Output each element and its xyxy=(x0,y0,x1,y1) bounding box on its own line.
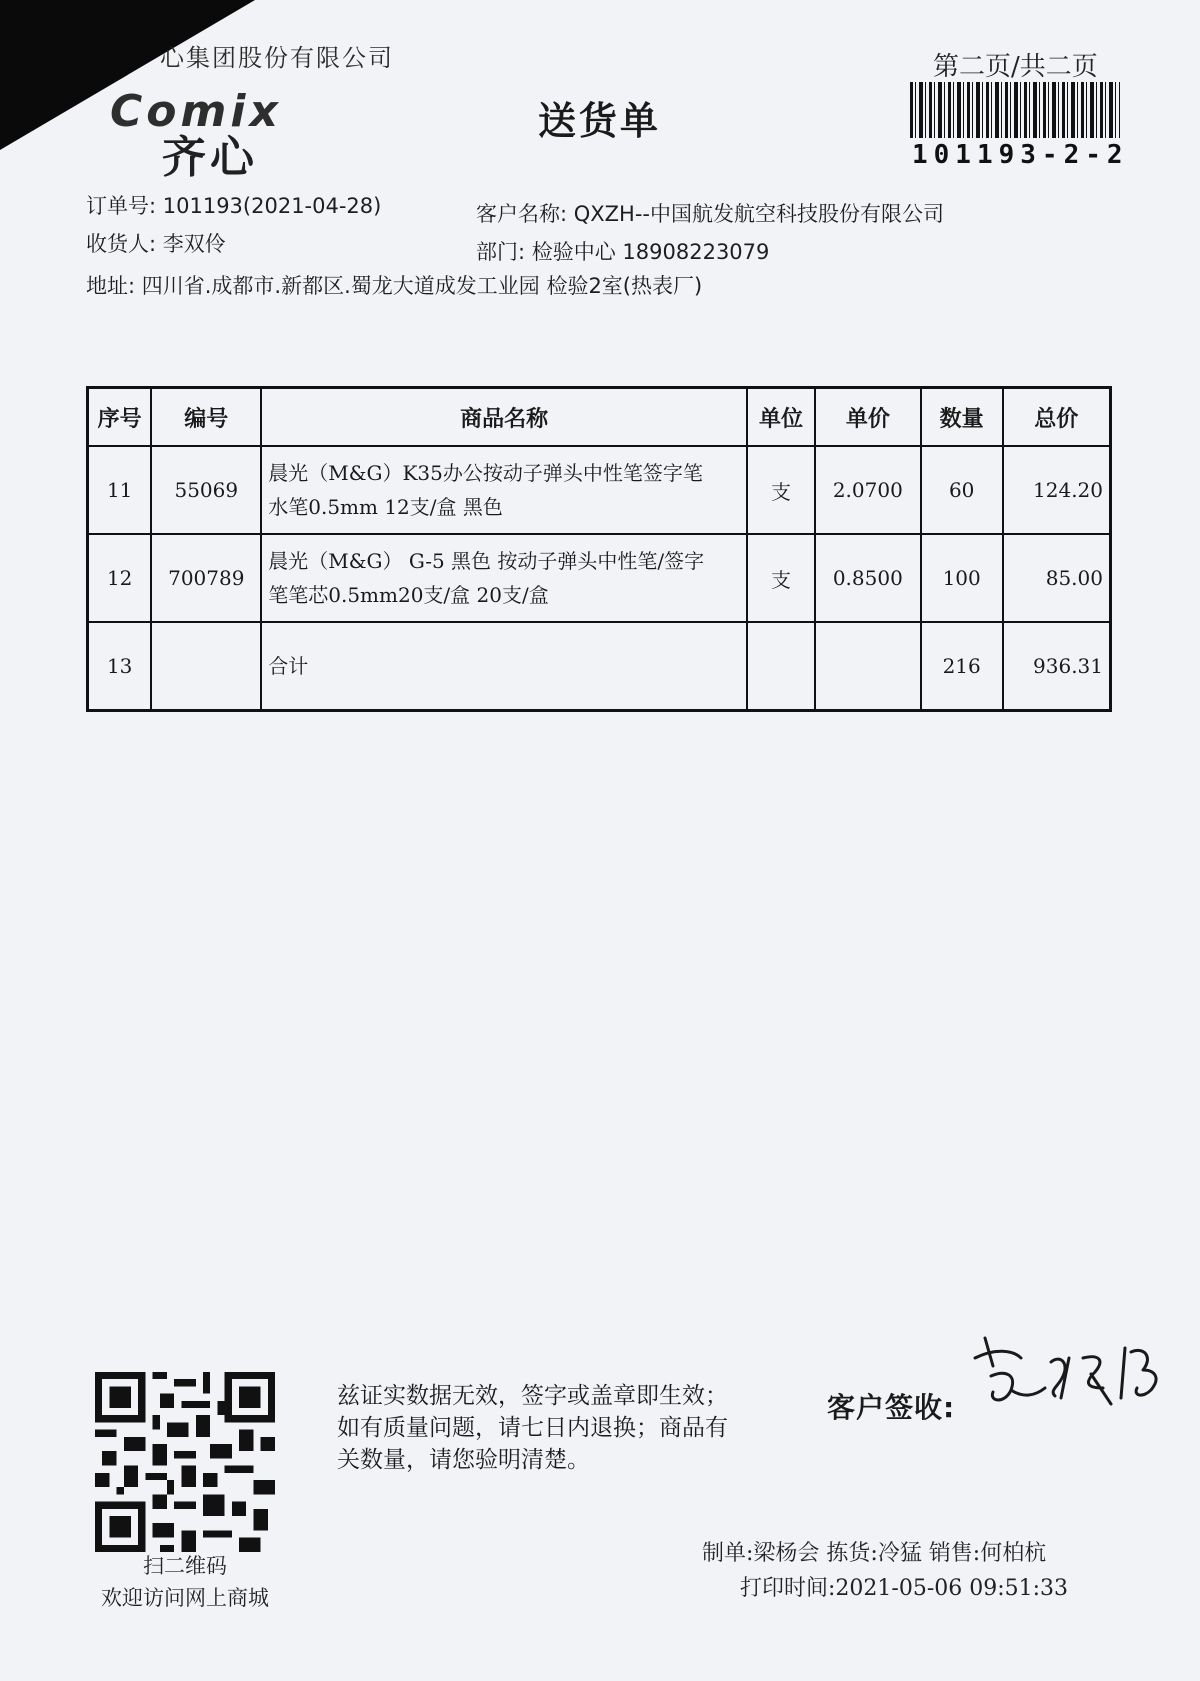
staff-info: 制单:梁杨会 拣货:冷猛 销售:何柏杭 xyxy=(702,1541,1047,1566)
cell-quantity: 100 xyxy=(921,534,1003,622)
product-name-line1: 晨光（M&G） G-5 黑色 按动子弹头中性笔/签字 xyxy=(268,549,705,573)
company-name: 心集团股份有限公司 xyxy=(160,44,394,72)
product-name-line2: 水笔0.5mm 12支/盒 黑色 xyxy=(268,495,503,519)
header-quantity: 数量 xyxy=(921,388,1003,447)
page-indicator: 第二页/共二页 xyxy=(933,52,1098,82)
cell-code: 55069 xyxy=(151,446,261,534)
cell-unit xyxy=(747,622,815,711)
cell-unit-price: 2.0700 xyxy=(815,446,921,534)
cell-unit: 支 xyxy=(747,534,815,622)
cell-product-name xyxy=(261,446,747,534)
product-name-line2: 笔笔芯0.5mm20支/盒 20支/盒 xyxy=(268,583,549,607)
table-row xyxy=(88,534,1111,622)
header-seq: 序号 xyxy=(88,388,152,447)
cell-seq: 12 xyxy=(88,534,152,622)
disclaimer-notice: 兹证实数据无效，签字或盖章即生效；如有质量问题，请七日内退换；商品有关数量，请您验明清楚。 xyxy=(337,1383,728,1473)
handwritten-signature xyxy=(965,1318,1175,1428)
product-name-line1: 晨光（M&G）K35办公按动子弹头中性笔签字笔 xyxy=(268,461,703,485)
qr-caption-line1: 扫二维码 xyxy=(143,1554,227,1578)
header-total: 总价 xyxy=(1003,388,1111,447)
company-logo xyxy=(110,86,340,183)
document-title: 送货单 xyxy=(538,99,662,143)
cell-total: 124.20 xyxy=(1003,446,1111,534)
header-unit-price: 单价 xyxy=(815,388,921,447)
qr-caption xyxy=(85,1550,285,1614)
table-row xyxy=(88,446,1111,534)
barcode-number: 101193-2-2 xyxy=(912,140,1129,170)
header-code: 编号 xyxy=(151,388,261,447)
cell-product-name xyxy=(261,534,747,622)
order-number: 订单号: 101193(2021-04-28) xyxy=(86,194,382,218)
cell-seq: 11 xyxy=(88,446,152,534)
delivery-address: 地址: 四川省.成都市.新都区.蜀龙大道成发工业园 检验2室(热表厂) xyxy=(86,274,703,298)
cell-code: 700789 xyxy=(151,534,261,622)
qr-caption-line2: 欢迎访问网上商城 xyxy=(101,1586,269,1610)
logo-text-en: Comix xyxy=(110,86,282,137)
summary-label: 合计 xyxy=(268,654,309,678)
qr-code-icon xyxy=(95,1372,275,1552)
consignee: 收货人: 李双伶 xyxy=(86,232,226,256)
department: 部门: 检验中心 18908223079 xyxy=(476,240,770,264)
cell-quantity: 216 xyxy=(921,622,1003,711)
header-product-name: 商品名称 xyxy=(261,388,747,447)
cell-unit: 支 xyxy=(747,446,815,534)
customer-name: 客户名称: QXZH--中国航发航空科技股份有限公司 xyxy=(476,202,944,226)
items-table xyxy=(86,386,1112,712)
cell-quantity: 60 xyxy=(921,446,1003,534)
table-header-row xyxy=(88,388,1111,447)
cell-total: 85.00 xyxy=(1003,534,1111,622)
header-unit: 单位 xyxy=(747,388,815,447)
cell-unit-price xyxy=(815,622,921,711)
customer-signature-label: 客户签收: xyxy=(827,1391,956,1424)
cell-seq: 13 xyxy=(88,622,152,711)
print-time: 打印时间:2021-05-06 09:51:33 xyxy=(740,1576,1069,1601)
barcode-icon xyxy=(910,82,1120,138)
logo-text-cn: 齐心 xyxy=(162,132,258,183)
cell-product-name xyxy=(261,622,747,711)
table-row-summary xyxy=(88,622,1111,711)
cell-unit-price: 0.8500 xyxy=(815,534,921,622)
cell-total: 936.31 xyxy=(1003,622,1111,711)
cell-code xyxy=(151,622,261,711)
